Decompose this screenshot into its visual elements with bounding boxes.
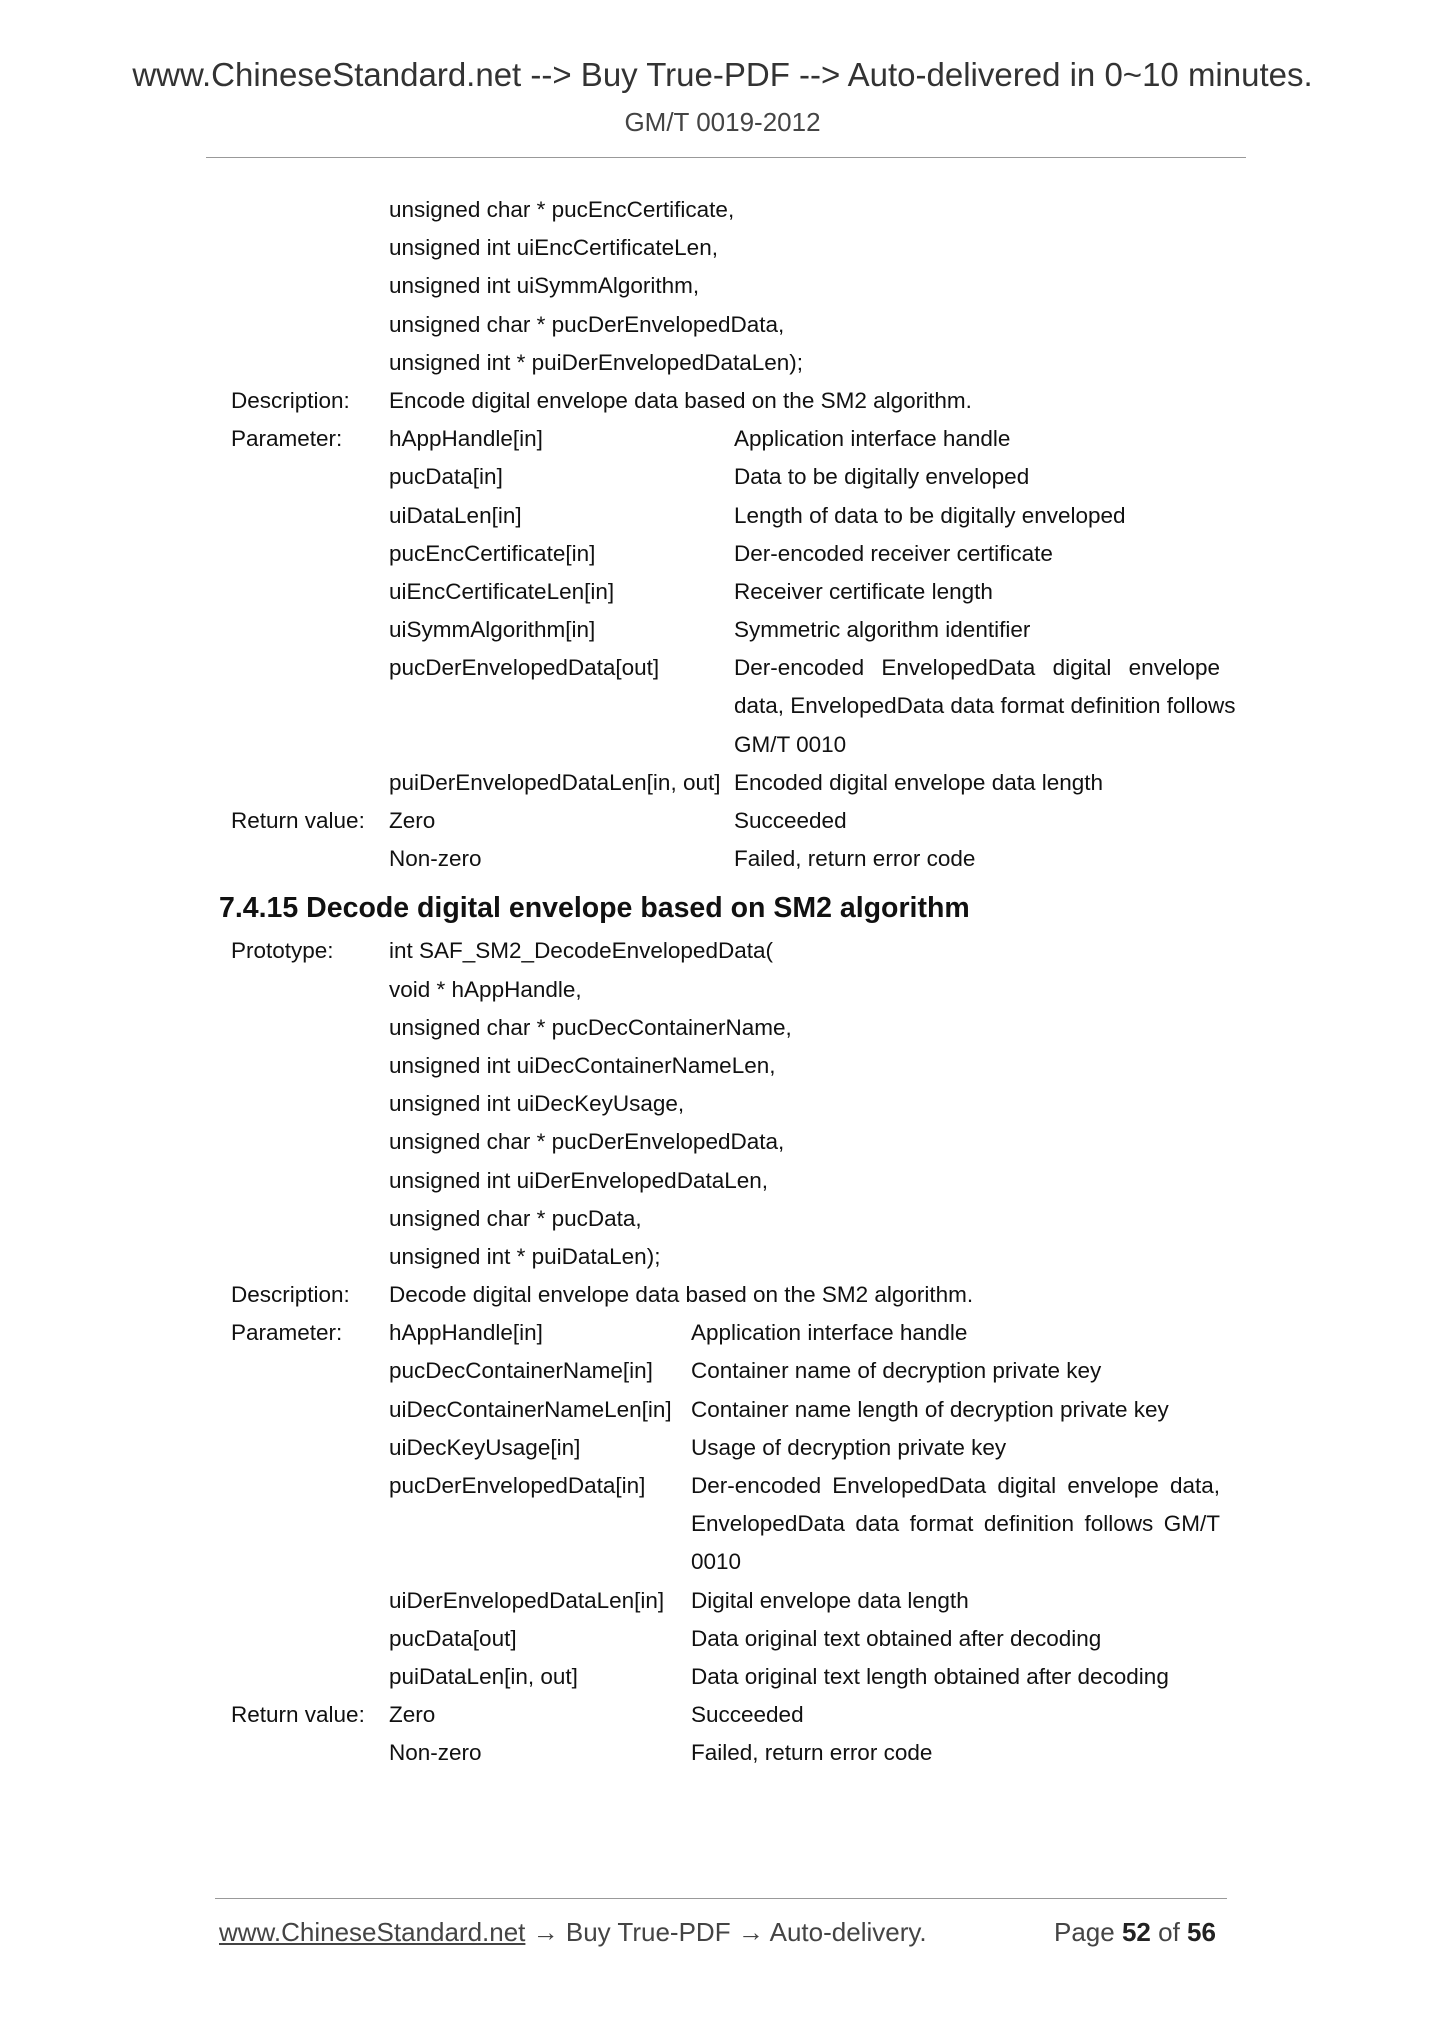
- param-desc: Receiver certificate length: [734, 578, 993, 604]
- param-desc: data, EnvelopedData data format definition follows: [734, 693, 1236, 719]
- prototype-line: unsigned int uiSymmAlgorithm,: [389, 273, 700, 299]
- param-name: pucDerEnvelopedData[in]: [389, 1473, 646, 1498]
- return-label: Return value:: [231, 1702, 365, 1728]
- param-row: [0, 764, 1445, 802]
- param-desc: Container name of decryption private key: [691, 1358, 1102, 1384]
- param-desc: Length of data to be digitally enveloped: [734, 502, 1126, 528]
- param-row: [0, 1658, 1445, 1696]
- prototype-line: Prototype: int SAF_SM2_DecodeEnvelopedData(: [0, 932, 1445, 970]
- prototype-line: unsigned int * puiDataLen);: [389, 1243, 661, 1269]
- page-number: 52: [1121, 1917, 1151, 1947]
- param-name: hAppHandle[in]: [389, 1320, 543, 1346]
- param-row: [0, 649, 1445, 687]
- param-row: [0, 458, 1445, 496]
- param-row: [0, 1314, 1445, 1352]
- prototype-line: unsigned char * pucData,: [389, 1205, 642, 1231]
- page-word: Page: [1054, 1917, 1115, 1947]
- arrow-right-icon: →: [532, 1917, 559, 1947]
- param-name: hAppHandle[in]: [389, 426, 543, 452]
- prototype-line: unsigned int * puiDerEnvelopedDataLen);: [389, 349, 804, 375]
- param-row: [0, 573, 1445, 611]
- param-name: uiDecContainerNameLen[in]: [389, 1396, 672, 1422]
- arrow-right-icon: →: [737, 1917, 764, 1947]
- section-heading: 7.4.15 Decode digital envelope based on SM2 algorithm: [219, 892, 970, 925]
- param-desc: Data original text length obtained after decoding: [691, 1663, 1169, 1689]
- param-name: uiSymmAlgorithm[in]: [389, 617, 596, 643]
- return-row: [0, 840, 1445, 878]
- param-name: puiDataLen[in, out]: [389, 1663, 578, 1689]
- page-total: 56: [1187, 1917, 1216, 1947]
- param-name: uiEncCertificateLen[in]: [389, 578, 615, 604]
- param-name: pucData[in]: [389, 464, 503, 490]
- parameter-label: Parameter:: [231, 1320, 343, 1346]
- prototype-line: unsigned char * pucDerEnvelopedData,: [389, 311, 785, 337]
- page-indicator: [1054, 1917, 1216, 1948]
- delivery-text: Auto-delivery.: [769, 1917, 927, 1947]
- param-name: uiDataLen[in]: [389, 502, 522, 528]
- param-desc: Encoded digital envelope data length: [734, 769, 1104, 795]
- standard-code: GM/T 0019-2012: [624, 107, 821, 137]
- return-value: Zero: [389, 808, 436, 833]
- prototype-line: unsigned char * pucDecContainerName,: [389, 1014, 792, 1040]
- param-desc: Application interface handle: [691, 1320, 968, 1346]
- description-row: [0, 1276, 1445, 1314]
- site-link[interactable]: www.ChineseStandard.net: [219, 1917, 526, 1947]
- param-row: [0, 611, 1445, 649]
- prototype-line: unsigned char * pucEncCertificate,: [389, 197, 735, 222]
- header-banner: www.ChineseStandard.net --> Buy True-PDF --> Auto-delivered in 0~10 minutes.: [132, 56, 1313, 93]
- param-row: [0, 420, 1445, 458]
- param-desc: Usage of decryption private key: [691, 1434, 1007, 1460]
- param-row: [0, 1352, 1445, 1390]
- param-desc: GM/T 0010: [734, 731, 847, 757]
- prototype-label: Prototype:: [231, 938, 334, 964]
- param-row: [0, 1391, 1445, 1429]
- param-name: pucDerEnvelopedData[out]: [389, 655, 660, 681]
- param-desc: Der-encoded EnvelopedData digital envelope: [734, 655, 1220, 681]
- param-desc: Container name length of decryption private key: [691, 1396, 1169, 1422]
- param-desc-continuation: [0, 726, 1445, 764]
- prototype-line: unsigned int uiDecKeyUsage,: [389, 1091, 685, 1117]
- param-row: [0, 497, 1445, 535]
- param-desc: Symmetric algorithm identifier: [734, 617, 1031, 643]
- param-row: [0, 535, 1445, 573]
- param-desc: Der-encoded receiver certificate: [734, 540, 1053, 566]
- param-row: [0, 1582, 1445, 1620]
- description-label: Description:: [231, 387, 350, 413]
- param-desc-continuation: [0, 1505, 1445, 1543]
- return-value: Non-zero: [389, 1740, 482, 1766]
- return-desc: Failed, return error code: [734, 846, 976, 872]
- param-desc-continuation: [0, 1543, 1445, 1581]
- param-name: uiDerEnvelopedDataLen[in]: [389, 1587, 665, 1613]
- return-row: [0, 1734, 1445, 1772]
- footer-promo: [219, 1917, 927, 1948]
- prototype-line: unsigned int uiDecContainerNameLen,: [389, 1052, 776, 1078]
- prototype-line: unsigned int uiEncCertificateLen,: [389, 235, 718, 261]
- description-row: [0, 382, 1445, 420]
- param-desc: 0010: [691, 1549, 742, 1575]
- description-label: Description:: [231, 1282, 350, 1308]
- param-desc: Application interface handle: [734, 426, 1011, 452]
- prototype-line: unsigned char * pucDerEnvelopedData,: [389, 1129, 785, 1155]
- param-desc: Data to be digitally enveloped: [734, 464, 1030, 490]
- param-desc-continuation: [0, 687, 1445, 725]
- parameter-label: Parameter:: [231, 426, 343, 452]
- param-row: [0, 1467, 1445, 1505]
- return-value: Zero: [389, 1702, 436, 1728]
- return-row: [0, 802, 1445, 840]
- buy-text: Buy True-PDF: [565, 1917, 731, 1947]
- param-row: [0, 1620, 1445, 1658]
- param-desc: Digital envelope data length: [691, 1587, 969, 1613]
- param-name: uiDecKeyUsage[in]: [389, 1434, 581, 1460]
- param-desc: Data original text obtained after decoding: [691, 1625, 1102, 1651]
- description-text: Encode digital envelope data based on the SM2 algorithm.: [389, 387, 972, 413]
- param-row: [0, 1429, 1445, 1467]
- header-divider: [206, 157, 1246, 158]
- param-desc: Der-encoded EnvelopedData digital envelope data,: [691, 1473, 1220, 1498]
- footer-divider: [215, 1898, 1227, 1899]
- param-name: pucEncCertificate[in]: [389, 540, 596, 566]
- prototype-line: unsigned int uiDerEnvelopedDataLen,: [389, 1167, 769, 1193]
- return-desc: Failed, return error code: [691, 1740, 933, 1766]
- document-body: [0, 191, 1445, 1773]
- prototype-line: void * hAppHandle,: [389, 976, 582, 1002]
- param-name: pucData[out]: [389, 1625, 517, 1651]
- of-word: of: [1158, 1917, 1180, 1947]
- return-row: [0, 1696, 1445, 1734]
- return-label: Return value:: [231, 808, 365, 833]
- description-text: Decode digital envelope data based on the SM2 algorithm.: [389, 1282, 974, 1308]
- param-name: puiDerEnvelopedDataLen[in, out]: [389, 769, 721, 795]
- param-name: pucDecContainerName[in]: [389, 1358, 653, 1384]
- param-desc: EnvelopedData data format definition follows GM/T: [691, 1511, 1220, 1537]
- return-desc: Succeeded: [734, 808, 847, 833]
- return-value: Non-zero: [389, 846, 482, 872]
- return-desc: Succeeded: [691, 1702, 804, 1728]
